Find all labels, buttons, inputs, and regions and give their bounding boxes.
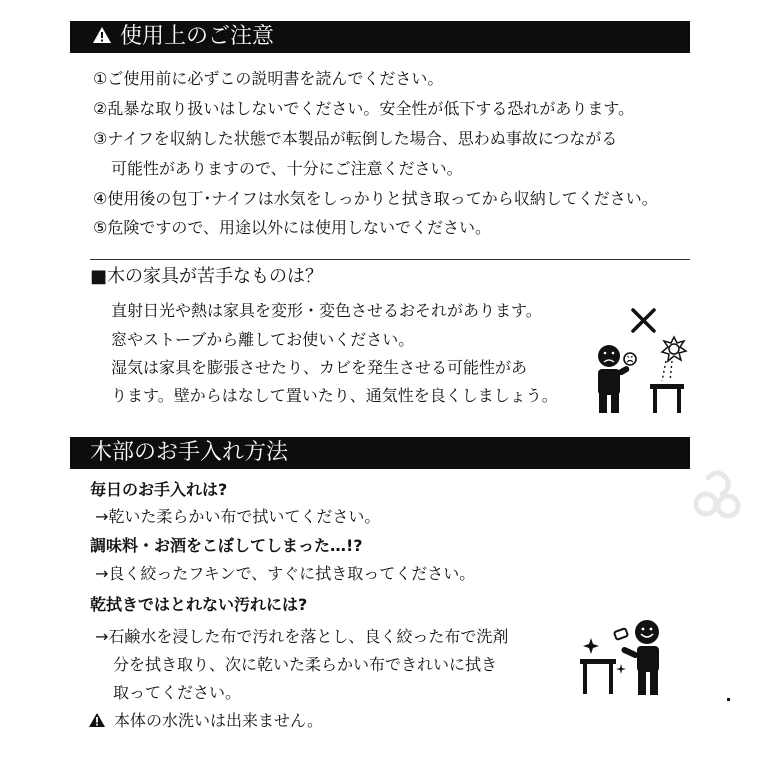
care-answer-3-line-2: 分を拭き取り、次に乾いた柔らかい布できれいに拭き [113,655,498,674]
swirl-logo-watermark [688,466,748,526]
warning-icon [88,712,106,728]
caution-item-3: ③ナイフを収納した状態で本製品が転倒した場合、思わぬ事故につながる [93,129,618,148]
section-divider [90,259,690,260]
caution-item-2: ②乱暴な取り扱いはしないでください。安全性が低下する恐れがあります。 [93,99,635,118]
care-question-3: 乾拭きではとれない汚れには? [90,595,308,614]
wood-weakness-title: ■木の家具が苦手なものは？ [90,266,324,287]
wood-weakness-line-2: 窓やストーブから離してお使いください。 [111,330,415,349]
caution-header [70,21,690,53]
care-note: 本体の水洗いは出来ません。 [114,711,323,730]
care-question-2: 調味料・お酒をこぼしてしまった…!? [90,536,363,555]
stool-icon [650,384,684,413]
caution-item-5: ⑤危険ですので、用途以外には使用しないでください。 [93,218,492,237]
sad-face-icon [624,353,636,365]
caution-item-4: ④使用後の包丁･ナイフは水気をしっかりと拭き取ってから収納してください。 [93,189,658,208]
sad-person-sun-stool-icon [588,305,693,417]
care-answer-2: →良く絞ったフキンで、すぐに拭き取ってください。 [95,564,476,583]
wood-weakness-line-3: 湿気は家具を膨張させたり、カビを発生させる可能性があ [111,358,528,377]
care-header [70,437,690,469]
caution-title: 使用上のご注意 [120,24,275,49]
warning-icon [92,26,112,44]
care-title: 木部のお手入れ方法 [90,440,289,465]
care-question-1: 毎日のお手入れは? [90,480,228,499]
cloth-icon [614,628,628,640]
happy-person-wiping-stool-icon [575,616,670,700]
care-answer-3-line-1: →石鹸水を浸した布で汚れを落とし、良く絞った布で洗剤 [95,627,509,646]
stray-dot [727,698,730,701]
x-mark-icon [633,310,654,331]
caution-item-1: ①ご使用前に必ずこの説明書を読んでください。 [93,69,444,88]
care-answer-3-line-3: 取ってください。 [113,683,242,702]
sun-icon [662,337,686,361]
caution-item-3-cont: 可能性がありますので、十分にご注意ください。 [111,159,463,178]
stool-icon [580,659,616,694]
sparkle-icon [583,638,626,674]
care-answer-1: →乾いた柔らかい布で拭いてください。 [95,507,381,526]
wood-weakness-line-4: ります。壁からはなして置いたり、通気性を良くしましょう。 [111,386,558,405]
wood-weakness-line-1: 直射日光や熱は家具を変形・変色させるおそれがあります。 [111,301,542,320]
